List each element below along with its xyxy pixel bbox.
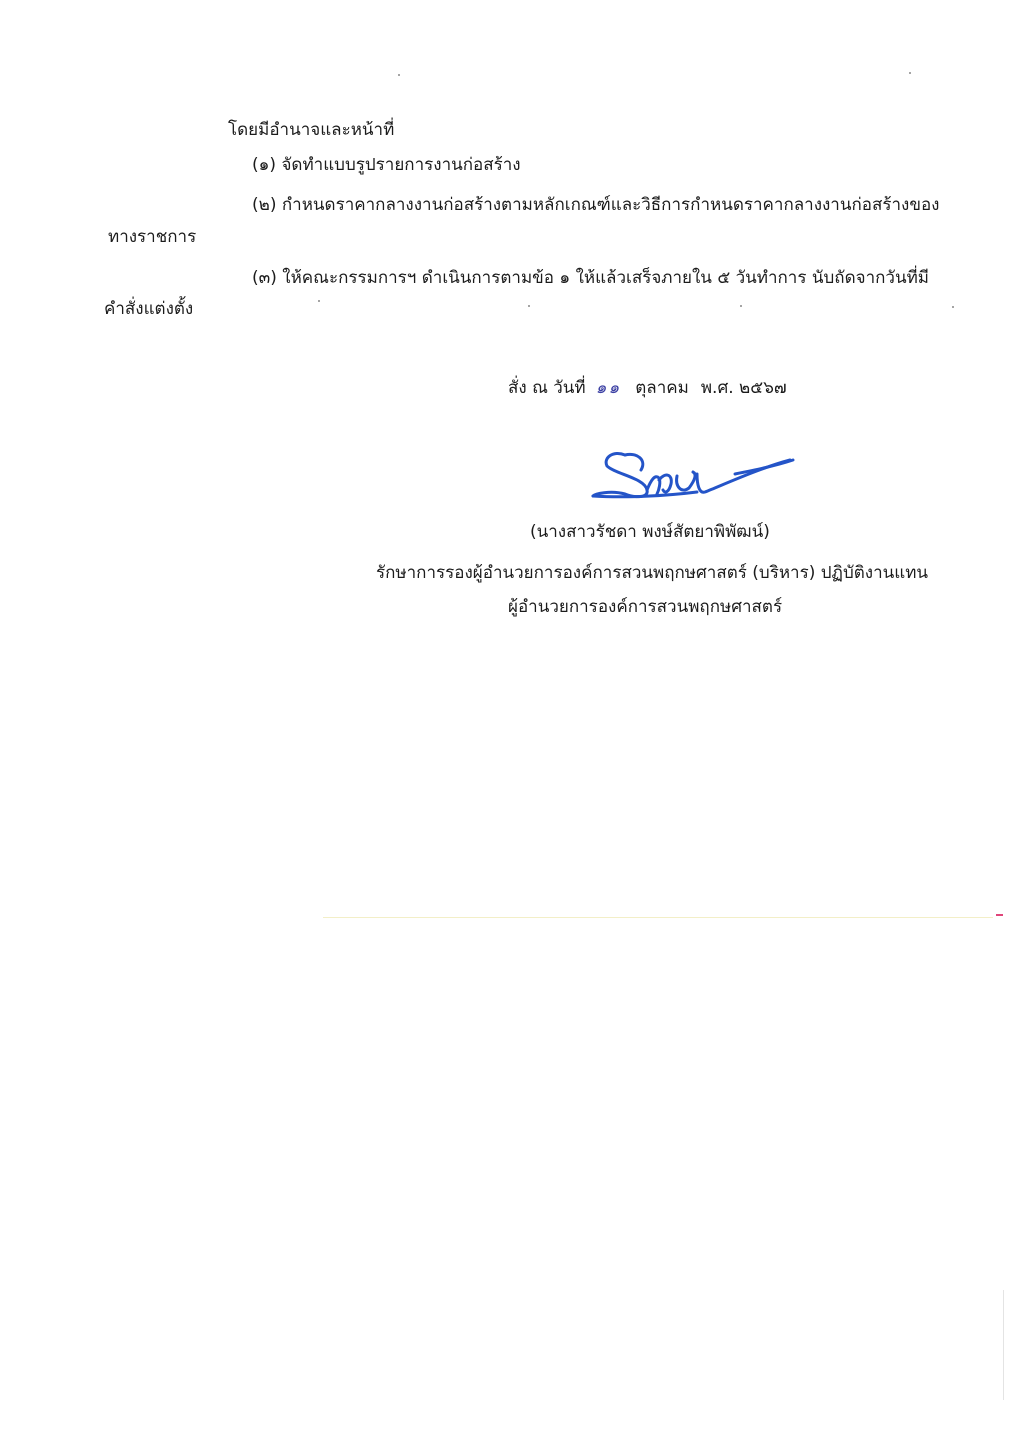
signatory-position-continuation: ผู้อำนวยการองค์การสวนพฤกษศาสตร์ bbox=[508, 597, 783, 617]
signatory-name: (นางสาวรัชดา พงษ์สัตยาพิพัฒน์) bbox=[530, 522, 770, 542]
scan-artifact-mark bbox=[996, 914, 1003, 916]
order-date bbox=[508, 377, 787, 399]
signatory-position: รักษาการรองผู้อำนวยการองค์การสวนพฤกษศาสตร์ (บริหาร) ปฏิบัติงานแทน bbox=[376, 563, 929, 583]
scan-speck bbox=[398, 74, 400, 76]
duty-item-3-continuation: คำสั่งแต่งตั้ง bbox=[104, 299, 194, 319]
duty-item-2: (๒) กำหนดราคากลางงานก่อสร้างตามหลักเกณฑ์และวิธีการกำหนดราคากลางงานก่อสร้างของ bbox=[252, 195, 940, 215]
duties-intro: โดยมีอำนาจและหน้าที่ bbox=[228, 120, 395, 140]
handwritten-signature bbox=[585, 440, 800, 510]
scan-artifact-rule bbox=[323, 917, 993, 918]
scan-artifact-edge bbox=[1003, 1290, 1004, 1400]
scan-speck bbox=[740, 305, 742, 307]
duty-item-3: (๓) ให้คณะกรรมการฯ ดำเนินการตามข้อ ๑ ให้แล้วเสร็จภายใน ๕ วันทำการ นับถัดจากวันที่มี bbox=[252, 268, 930, 288]
order-date-month: ตุลาคม bbox=[635, 378, 689, 398]
scan-speck bbox=[318, 300, 320, 302]
order-date-day: ๑๑ bbox=[595, 378, 622, 398]
order-date-prefix: สั่ง ณ วันที่ bbox=[508, 378, 586, 398]
scan-speck bbox=[909, 72, 911, 74]
duty-item-1: (๑) จัดทำแบบรูปรายการงานก่อสร้าง bbox=[252, 155, 521, 175]
scan-speck bbox=[528, 305, 530, 307]
scan-speck bbox=[952, 306, 954, 308]
duty-item-2-continuation: ทางราชการ bbox=[108, 227, 197, 247]
order-date-year: พ.ศ. ๒๕๖๗ bbox=[700, 378, 787, 398]
